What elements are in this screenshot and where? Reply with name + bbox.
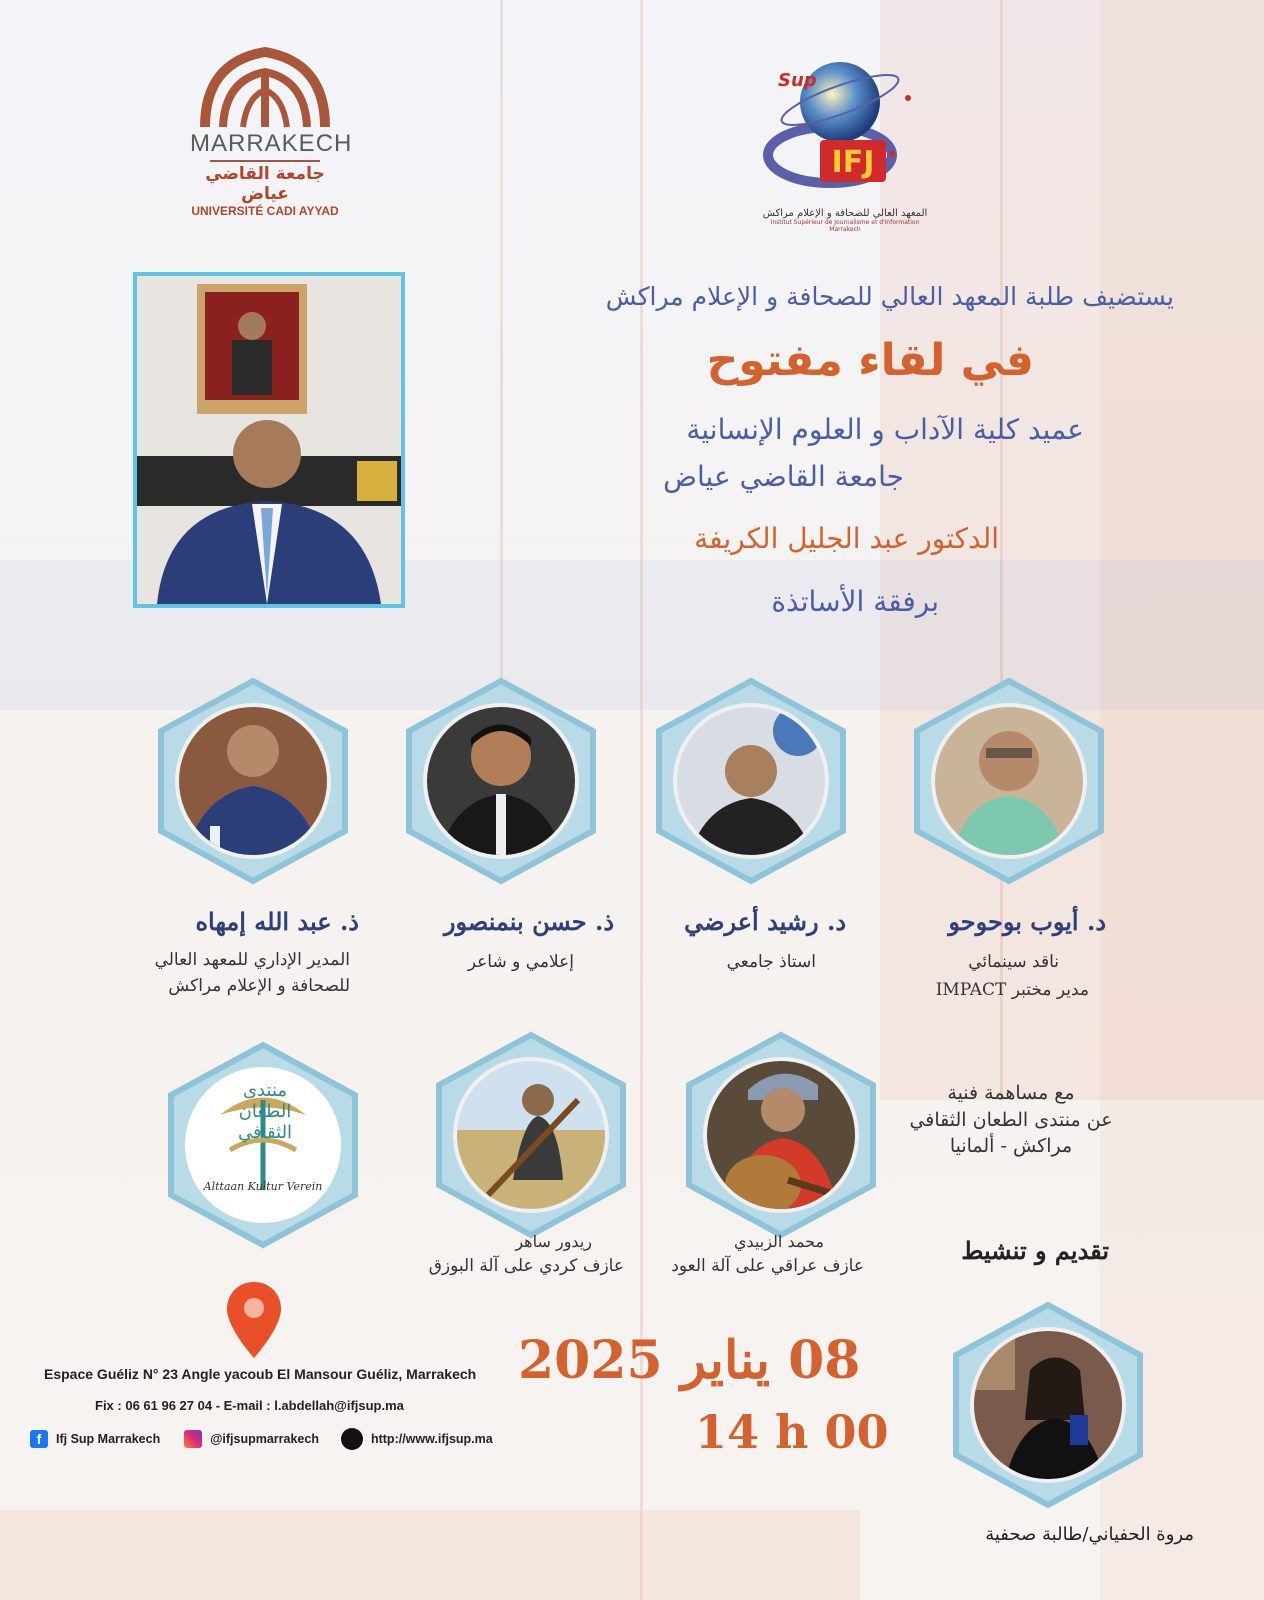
dean-photo	[133, 272, 405, 608]
speaker-role-2: استاذ جامعي	[726, 952, 816, 972]
contribution-line1: مع مساهمة فنية	[947, 1082, 1075, 1104]
uca-name: MARRAKECH	[190, 130, 353, 157]
ifj-sup-badge: Sup	[778, 70, 817, 91]
event-time: 14 h 00	[695, 1405, 889, 1459]
palm-arch-icon	[195, 42, 335, 132]
with-professors-text: برفقة الأساتذة	[771, 585, 939, 618]
speaker-role-1b: مدير مختبر IMPACT	[935, 980, 1089, 1000]
instagram-icon	[184, 1430, 202, 1448]
presenter-photo	[945, 1300, 1151, 1510]
speaker-role-4b: للصحافة و الإعلام مراكش	[168, 976, 350, 996]
instagram-link[interactable]: @ifjsupmarrakech	[210, 1432, 319, 1446]
website-icon	[341, 1428, 363, 1450]
speaker-photo-2	[648, 676, 854, 886]
globe-icon	[760, 40, 920, 200]
musician-role-1: عازف عراقي على آلة العود	[671, 1256, 864, 1276]
musician-name-1: محمد الزبيدي	[734, 1232, 824, 1251]
forum-logo-text-ar: منتدى الطعان الثقافي	[237, 1080, 293, 1143]
social-links	[30, 1428, 493, 1450]
speaker-role-1a: ناقد سينمائي	[968, 952, 1059, 972]
speaker-photo-3	[398, 676, 604, 886]
speaker-name-4: ذ. عبد الله إمهاه	[195, 907, 359, 936]
facebook-link[interactable]: Ifj Sup Marrakech	[56, 1432, 161, 1446]
speaker-name-2: د. رشيد أعرضي	[684, 907, 846, 936]
address-text: Espace Guéliz N° 23 Angle yacoub El Mansour Guéliz, Marrakech	[44, 1366, 477, 1382]
ifj-logo	[760, 40, 928, 240]
presentation-title: تقديم و تنشيط	[961, 1236, 1109, 1265]
svg-text:IFJ: IFJ	[831, 145, 875, 180]
musician-photo-1	[678, 1030, 884, 1240]
dean-position-line2: جامعة القاضي عياض	[663, 460, 904, 493]
facebook-icon: f	[30, 1430, 48, 1448]
speaker-role-3: إعلامي و شاعر	[467, 952, 574, 972]
contribution-line3: مراكش - ألمانيا	[949, 1135, 1073, 1158]
event-date: 08 يناير 2025	[518, 1330, 861, 1391]
uca-name-french: UNIVERSITÉ CADI AYYAD	[191, 204, 339, 218]
ifj-subtitle-french: Institut Supérieur de Journalisme et d'Information Marrakech	[770, 219, 920, 233]
uca-logo	[190, 42, 353, 218]
host-text: يستضيف طلبة المعهد العالي للصحافة و الإعلام مراكش	[605, 282, 1174, 311]
presenter-name: مروة الحفياني/طالبة صحفية	[985, 1524, 1194, 1545]
speaker-photo-1	[906, 676, 1112, 886]
uca-name-arabic: جامعة القاضي عياض	[205, 164, 325, 204]
dean-position-line1: عميد كلية الآداب و العلوم الإنسانية	[686, 413, 1084, 446]
forum-logo	[160, 1040, 366, 1250]
open-meeting-title: في لقاء مفتوح	[706, 335, 1034, 386]
musician-name-2: ريدور ساهر	[515, 1232, 592, 1251]
doctor-name: الدكتور عبد الجليل الكريفة	[694, 522, 999, 555]
bottom-band-decoration	[0, 1510, 860, 1600]
contribution-line2: عن منتدى الطعان الثقافي	[909, 1108, 1113, 1131]
musician-photo-2	[428, 1030, 634, 1240]
location-pin-icon	[225, 1280, 283, 1364]
artistic-contribution-text	[886, 1080, 1136, 1160]
musician-role-2: عازف كردي على آلة البوزق	[428, 1256, 624, 1276]
speaker-name-3: ذ. حسن بنمنصور	[443, 907, 614, 936]
speaker-photo-4	[150, 676, 356, 886]
speaker-name-1: د. أيوب بوحوحو	[948, 907, 1106, 936]
website-link[interactable]: http://www.ifjsup.ma	[370, 1432, 493, 1446]
ifj-subtitle-arabic: المعهد العالي للصحافة و الإعلام مراكش	[762, 208, 928, 219]
speaker-role-4a: المدير الإداري للمعهد العالي	[154, 950, 350, 970]
phone-email-text: Fix : 06 61 96 27 04 - E-mail : l.abdellah@ifjsup.ma	[95, 1398, 404, 1413]
forum-logo-text-de: Alttaan Kultur Verein	[203, 1180, 323, 1193]
